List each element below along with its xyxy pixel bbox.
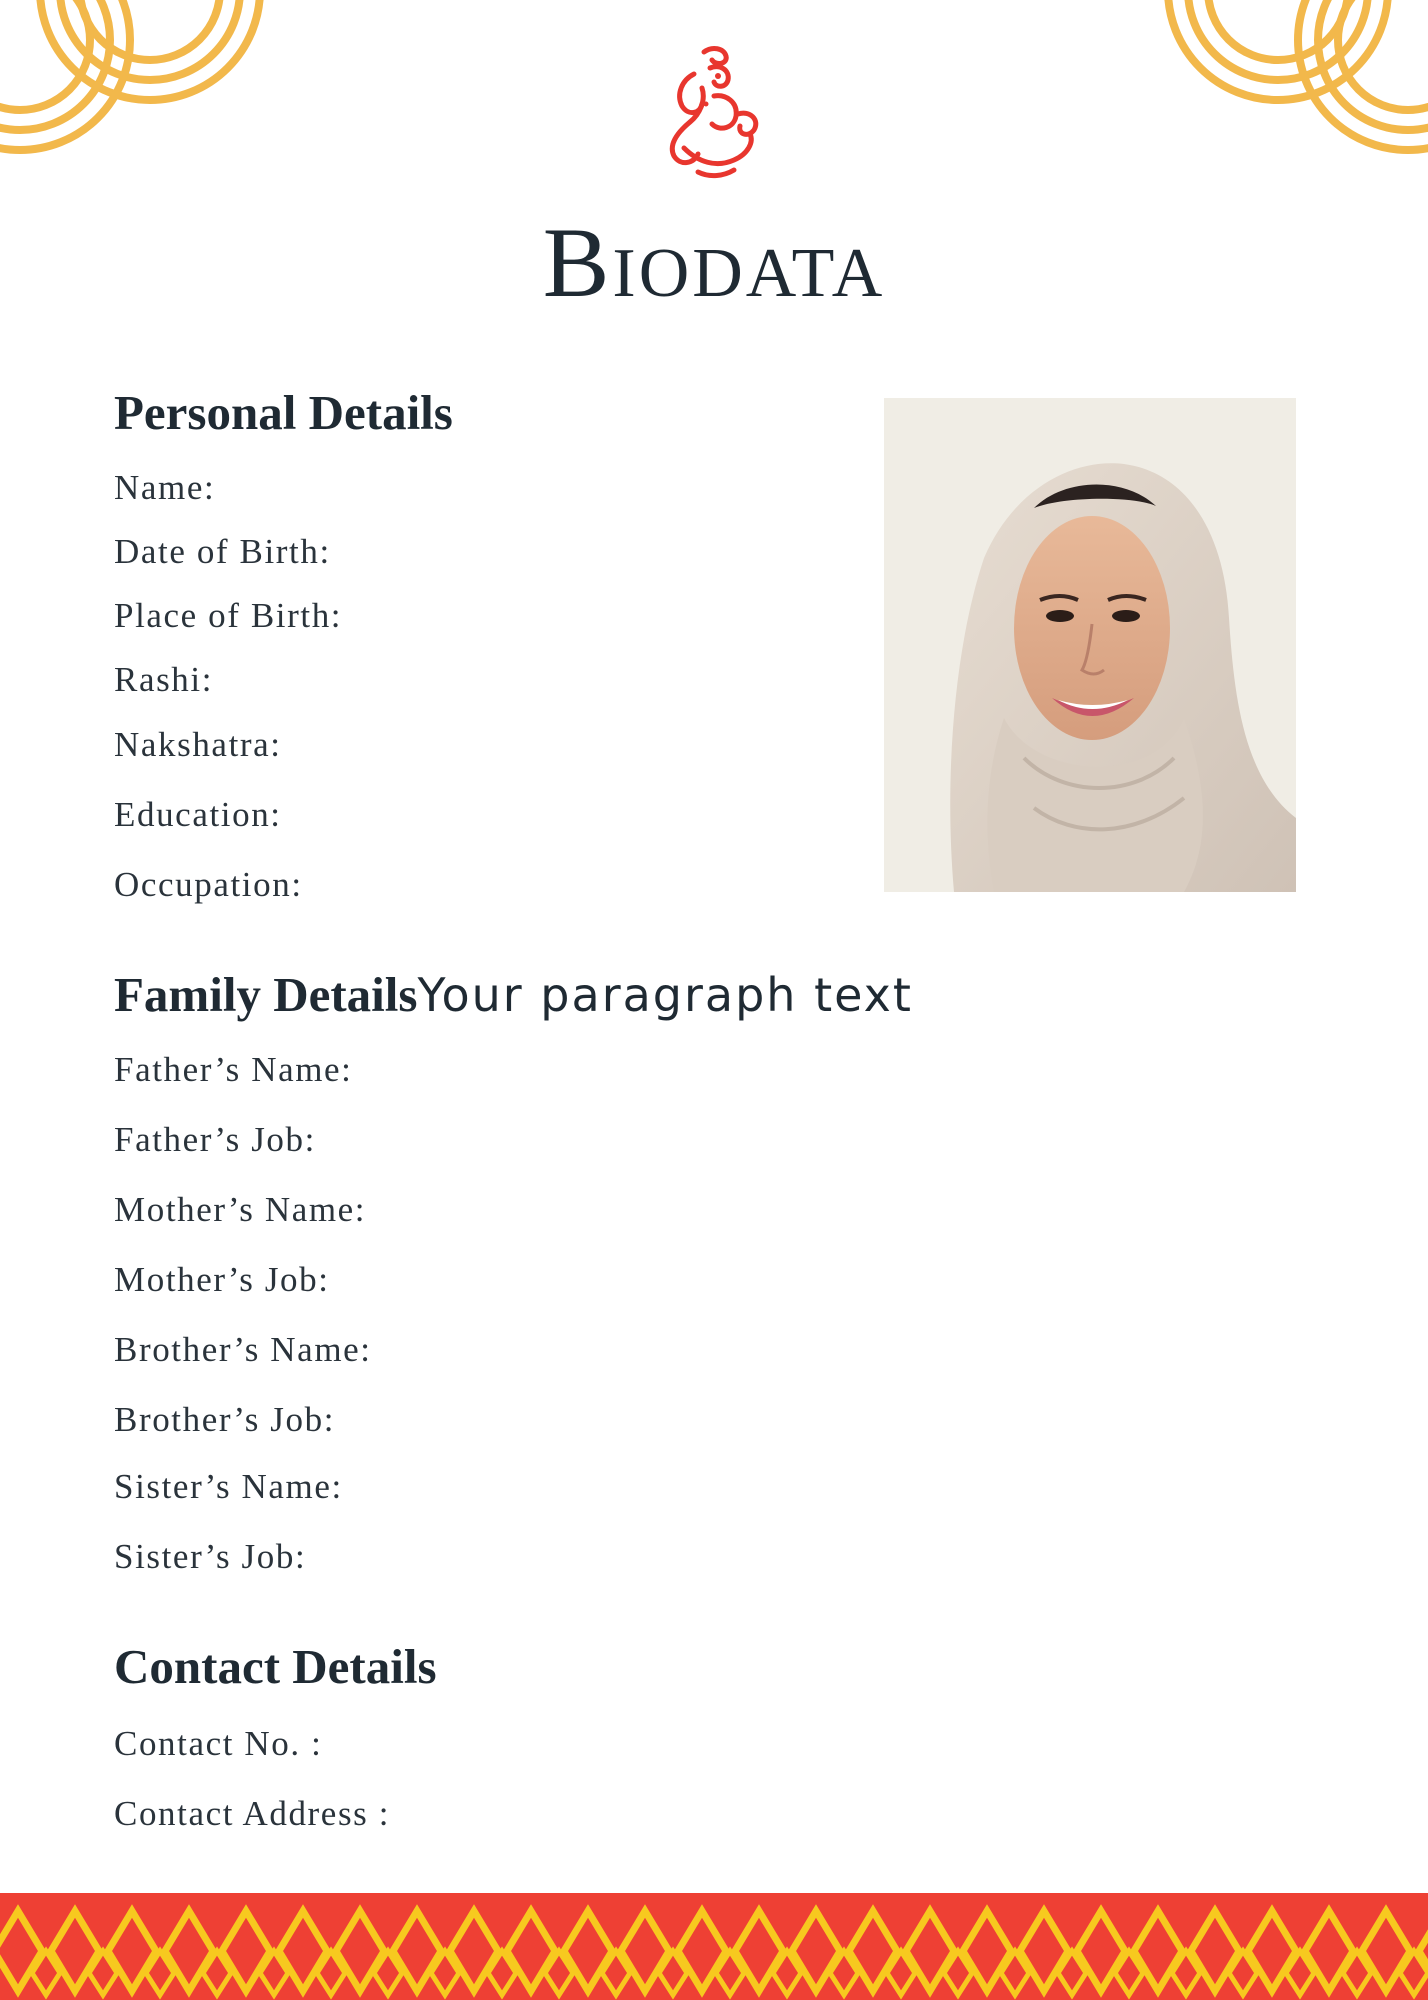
field-brothers-name: Brother’s Name:: [114, 1330, 372, 1369]
field-sisters-job: Sister’s Job:: [114, 1537, 307, 1576]
corner-ornament-right: [1108, 0, 1428, 160]
family-details-heading-text: Family Details: [114, 967, 418, 1022]
field-mothers-job: Mother’s Job:: [114, 1260, 330, 1299]
field-contact-number: Contact No. :: [114, 1724, 323, 1763]
field-fathers-job: Father’s Job:: [114, 1120, 316, 1159]
contact-details-heading: Contact Details: [114, 1639, 437, 1694]
field-rashi: Rashi:: [114, 660, 214, 699]
field-occupation: Occupation:: [114, 865, 303, 904]
document-title: Biodata: [542, 207, 886, 318]
field-brothers-job: Brother’s Job:: [114, 1400, 336, 1439]
footer-band: [0, 1893, 1428, 2000]
family-details-heading: [114, 966, 913, 1023]
personal-details-heading: Personal Details: [114, 385, 453, 440]
placeholder-paragraph-text[interactable]: Your paragraph text: [417, 968, 913, 1022]
ganesha-icon: [654, 44, 768, 180]
field-contact-address: Contact Address :: [114, 1794, 391, 1833]
field-nakshatra: Nakshatra:: [114, 725, 282, 764]
field-education: Education:: [114, 795, 282, 834]
field-fathers-name: Father’s Name:: [114, 1050, 353, 1089]
field-name: Name:: [114, 468, 216, 507]
field-date-of-birth: Date of Birth:: [114, 532, 331, 571]
field-sisters-name: Sister’s Name:: [114, 1467, 343, 1506]
corner-ornament-left: [0, 0, 320, 160]
field-place-of-birth: Place of Birth:: [114, 596, 343, 635]
profile-photo: [884, 398, 1296, 892]
field-mothers-name: Mother’s Name:: [114, 1190, 367, 1229]
diamond-pattern-icon: [0, 1893, 1428, 2000]
